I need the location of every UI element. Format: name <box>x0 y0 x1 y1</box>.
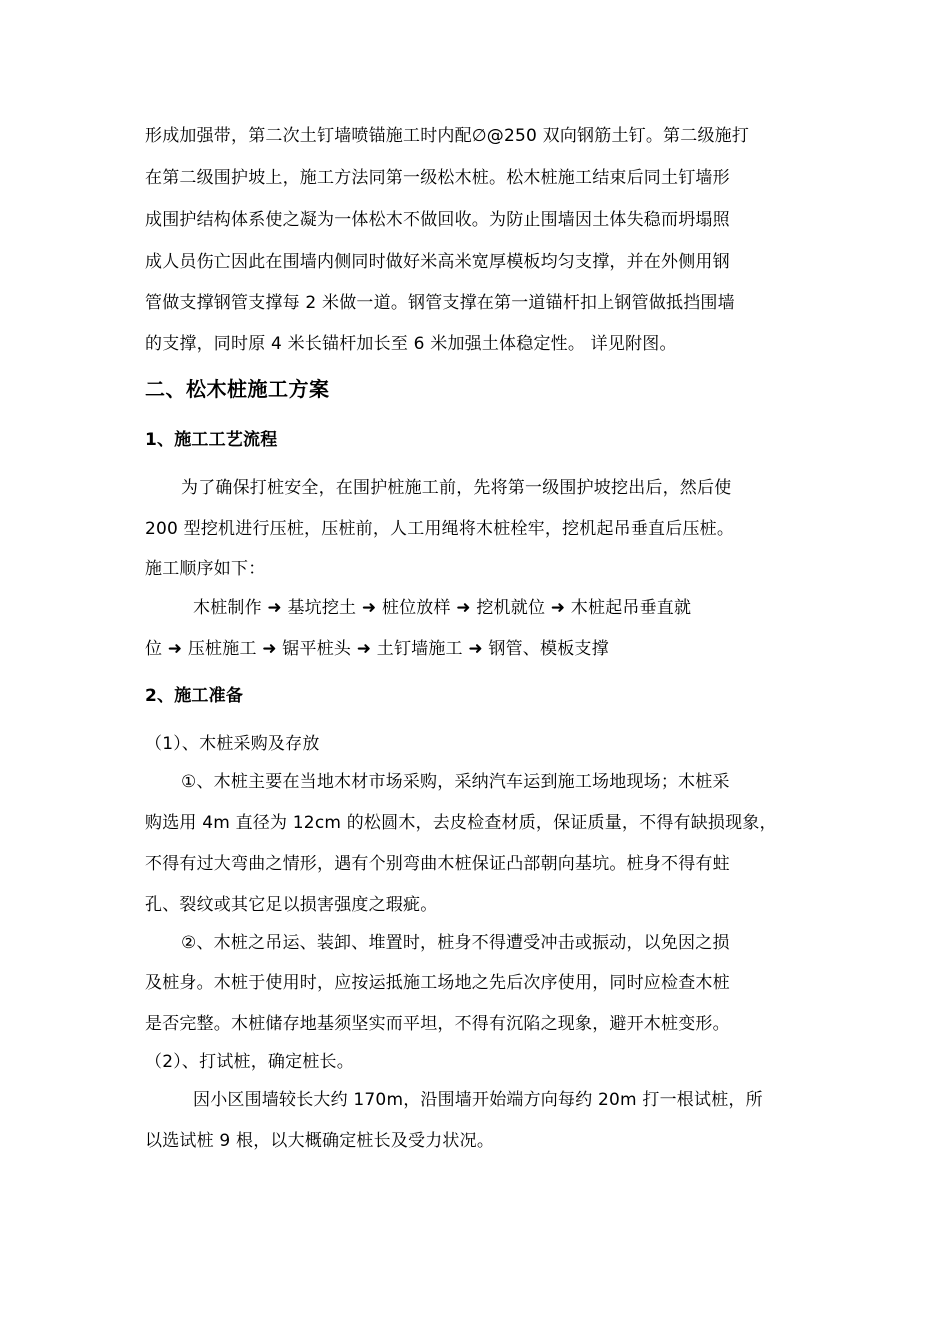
intro-line-3: 成围护结构体系使之凝为一体松木不做回收。为防止围墙因土体失稳而坍塌照 <box>145 210 730 230</box>
section-title: 二、松木桩施工方案 <box>145 377 330 401</box>
flow-line-1: 木桩制作 ➜ 基坑挖土 ➜ 桩位放样 ➜ 挖机就位 ➜ 木桩起吊垂直就 <box>193 598 692 618</box>
item1-p1-line-4: 孔、裂纹或其它足以损害强度之瑕疵。 <box>145 895 438 915</box>
subsection-2-title: 2、施工准备 <box>145 686 244 706</box>
item1-p2-line-1: ②、木桩之吊运、装卸、堆置时，桩身不得遭受冲击或振动，以免因之损 <box>181 933 730 953</box>
intro-line-2: 在第二级围护坡上，施工方法同第一级松木桩。松木桩施工结束后同土钉墙形 <box>145 168 730 188</box>
item-1-title: （1）、木桩采购及存放 <box>145 734 320 754</box>
subsection-1-title: 1、施工工艺流程 <box>145 430 278 450</box>
item-2-title: （2）、打试桩，确定桩长。 <box>145 1052 354 1072</box>
sub1-line-2: 200 型挖机进行压桩，压桩前，人工用绳将木桩栓牢，挖机起吊垂直后压桩。 <box>145 519 735 539</box>
intro-line-6: 的支撑，同时原 4 米长锚杆加长至 6 米加强土体稳定性。 详见附图。 <box>145 334 677 354</box>
item2-line-1: 因小区围墙较长大约 170m，沿围墙开始端方向每约 20m 打一根试桩，所 <box>193 1090 763 1110</box>
sub1-line-3: 施工顺序如下： <box>145 559 266 579</box>
item2-line-2: 以选试桩 9 根，以大概确定桩长及受力状况。 <box>145 1131 495 1151</box>
intro-line-5: 管做支撑钢管支撑每 2 米做一道。钢管支撑在第一道锚杆扣上钢管做抵挡围墙 <box>145 293 735 313</box>
item1-p1-line-2: 购选用 4m 直径为 12cm 的松圆木，去皮检查材质，保证质量，不得有缺损现象， <box>145 813 777 833</box>
sub1-line-1: 为了确保打桩安全，在围护桩施工前，先将第一级围护坡挖出后，然后使 <box>181 478 732 498</box>
intro-line-1: 形成加强带，第二次土钉墙喷锚施工时内配∅@250 双向钢筋土钉。第二级施打 <box>145 126 750 146</box>
item1-p1-line-1: ①、木桩主要在当地木材市场采购，采纳汽车运到施工场地现场；木桩采 <box>181 772 730 792</box>
item1-p1-line-3: 不得有过大弯曲之情形，遇有个别弯曲木桩保证凸部朝向基坑。桩身不得有蛀 <box>145 854 730 874</box>
flow-line-2: 位 ➜ 压桩施工 ➜ 锯平桩头 ➜ 土钉墙施工 ➜ 钢管、模板支撑 <box>145 639 609 659</box>
item1-p2-line-2: 及桩身。木桩于使用时，应按运抵施工场地之先后次序使用，同时应检查木桩 <box>145 973 730 993</box>
intro-line-4: 成人员伤亡因此在围墙内侧同时做好米高米宽厚模板均匀支撑，并在外侧用钢 <box>145 252 730 272</box>
item1-p2-line-3: 是否完整。木桩储存地基须坚实而平坦，不得有沉陷之现象，避开木桩变形。 <box>145 1014 730 1034</box>
